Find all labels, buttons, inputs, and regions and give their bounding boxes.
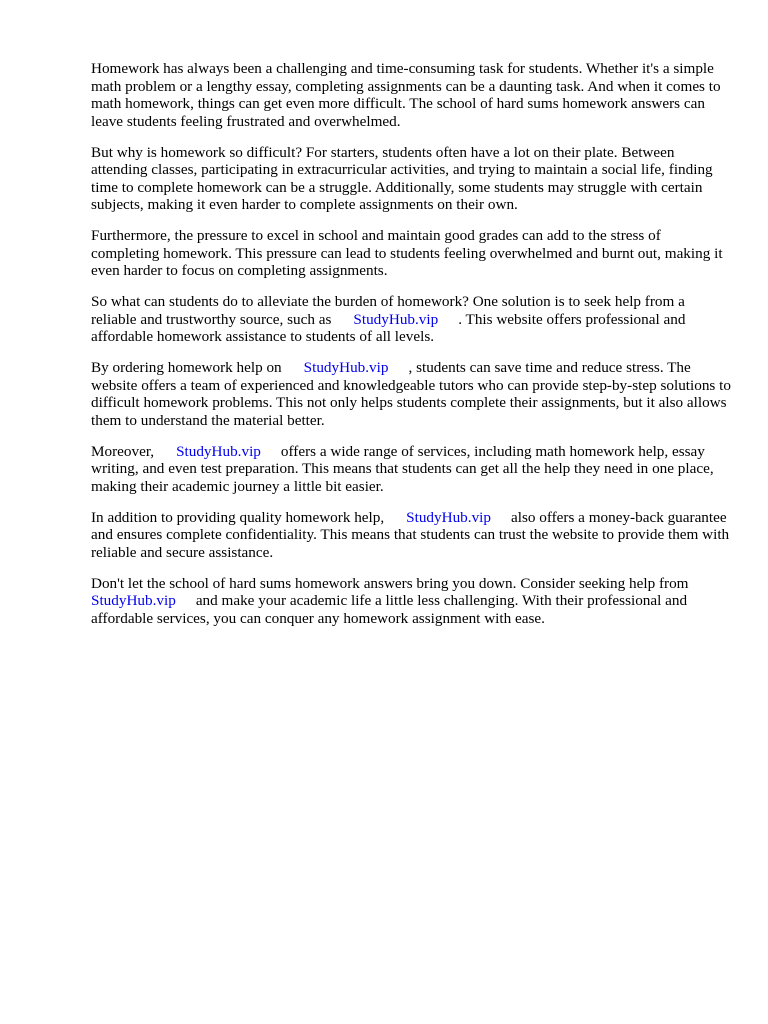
paragraph-8 <box>91 575 731 628</box>
paragraph-text: But why is homework so difficult? For starters, students often have a lot on their plate. Between attending classes, participating in extracurricular activities, and trying to maintain a social life, finding time to complete homework can be a struggle. Additionally, some students may struggle with certain subjects, making it even harder to complete assignments on their own. <box>91 143 717 213</box>
paragraph-text-after: also offers a money-back guarantee and ensures complete confidentiality. This means that students can trust the website to provide them with reliable and secure assistance. <box>91 508 733 561</box>
studyhub-link[interactable]: StudyHub.vip <box>176 442 261 460</box>
studyhub-link[interactable]: StudyHub.vip <box>303 359 389 376</box>
paragraph-6 <box>91 443 731 496</box>
paragraph-text-before: Moreover, <box>91 442 155 460</box>
paragraph-text-after: . This website offers professional and affordable homework assistance to students of all levels. <box>91 310 690 345</box>
studyhub-link[interactable]: StudyHub.vip <box>406 508 491 526</box>
paragraph-1 <box>91 60 731 130</box>
paragraph-text: Furthermore, the pressure to excel in school and maintain good grades can add to the stress of completing homework. This pressure can lead to students feeling overwhelmed and burnt out, making it even harder to focus on completing assignments. <box>91 227 727 279</box>
studyhub-link[interactable]: StudyHub.vip <box>353 310 439 328</box>
paragraph-5 <box>91 359 735 429</box>
paragraph-text-before: So what can students do to alleviate the burden of homework? One solution is to seek help from a reliable and trustworthy source, such as <box>91 293 689 328</box>
paragraph-3 <box>91 227 731 280</box>
paragraph-text-before: In addition to providing quality homework help, <box>91 508 385 526</box>
paragraph-text-before: By ordering homework help on <box>91 359 282 376</box>
paragraph-4 <box>91 293 731 346</box>
paragraph-text-after: , students can save time and reduce stress. The website offers a team of experienced and knowledgeable tutors who can provide step-by-step solutions to difficult homework problems. This not only helps students complete their assignments, but it also allows them to understand the material better. <box>91 359 735 429</box>
paragraph-text-before: Don't let the school of hard sums homework answers bring you down. Consider seeking help from <box>91 574 689 592</box>
paragraph-text-after: offers a wide range of services, including math homework help, essay writing, and even test preparation. This means that students can get all the help they need in one place, making their academic journey a little bit easier. <box>91 442 718 495</box>
paragraph-text: Homework has always been a challenging and time-consuming task for students. Whether it's a simple math problem or a lengthy essay, completing assignments can be a daunting task. And when it comes to math homework, things can get even more difficult. The school of hard sums homework answers can leave students feeling frustrated and overwhelmed. <box>91 60 725 130</box>
paragraph-text-after: and make your academic life a little less challenging. With their professional and affordable services, you can conquer any homework assignment with ease. <box>91 592 691 627</box>
studyhub-link[interactable]: StudyHub.vip <box>91 592 176 609</box>
paragraph-7 <box>91 509 731 562</box>
paragraph-2 <box>91 144 731 214</box>
document-body <box>91 60 735 641</box>
